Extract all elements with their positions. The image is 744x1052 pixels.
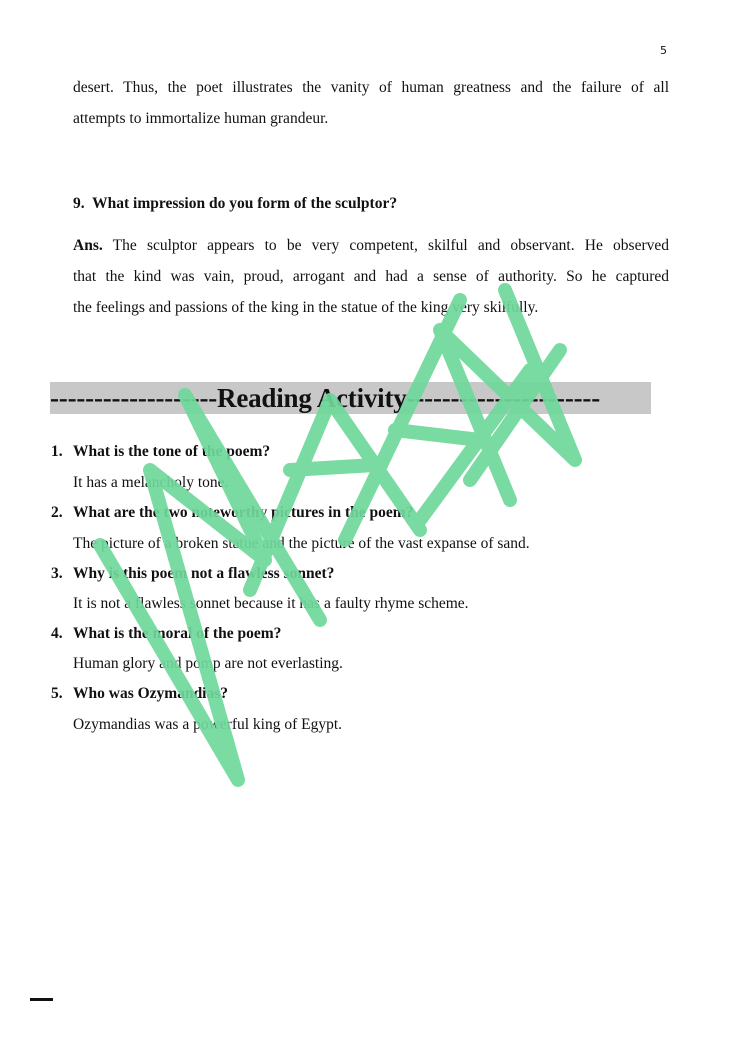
item-1-question: What is the tone of the poem? [73,443,271,460]
answer-text: The sculptor appears to be very competent, skilful and observant. He observed [112,237,669,254]
watermark-letter-a [250,400,420,590]
item-2-number: 2. [51,504,63,521]
ans-label: Ans. [73,237,103,254]
item-5-number: 5. [51,685,63,702]
answer-9-line-1 [73,237,669,255]
intro-line-2: attempts to immortalize human grandeur. [73,110,329,127]
answer-9-line-2: that the kind was vain, proud, arrogant and had a sense of authority. So he captured [73,268,669,285]
intro-line-1: desert. Thus, the poet illustrates the vanity of human greatness and the failure of all [73,79,669,96]
page-number: 5 [660,44,667,57]
answer-9-line-3: the feelings and passions of the king in the statue of the king very skilfully. [73,299,539,316]
watermark-letter-h-bar [395,430,480,440]
item-2-answer: The picture of a broken statue and the picture of the vast expanse of sand. [73,535,530,552]
section-heading: -------------------Reading Activity---------------------- [50,382,651,414]
item-1-answer: It has a melancholy tone. [73,474,229,491]
item-1-number: 1. [51,443,63,460]
watermark-letter-a-bar [290,465,375,470]
item-5-answer: Ozymandias was a powerful king of Egypt. [73,716,343,733]
question-9 [73,195,397,213]
item-4-number: 4. [51,625,63,642]
watermark-letter-i [470,350,560,480]
item-4-answer: Human glory and pomp are not everlasting. [73,655,343,672]
item-3-question: Why is this poem not a flawless sonnet? [73,565,335,582]
item-3-number: 3. [51,565,63,582]
item-3-answer: It is not a flawless sonnet because it has a faulty rhyme scheme. [73,595,469,612]
page-mark [30,998,53,1001]
question-number: 9. [73,195,85,212]
item-2-question: What are the two noteworthy pictures in the poem? [73,504,414,521]
item-4-question: What is the moral of the poem? [73,625,282,642]
question-text: What impression do you form of the sculptor? [92,195,398,212]
item-5-question: Who was Ozymandias? [73,685,229,702]
